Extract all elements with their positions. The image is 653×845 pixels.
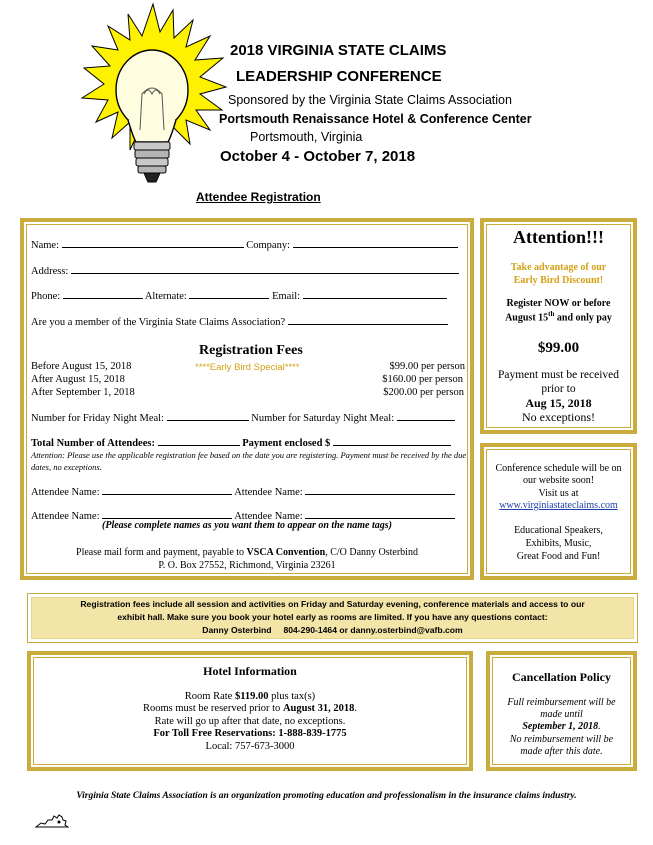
reserve-text: .	[354, 703, 358, 714]
lightbulb-icon	[78, 2, 228, 192]
payment-deadline-line-1: Payment must be received	[497, 369, 620, 381]
phone-field[interactable]	[63, 289, 143, 299]
cancellation-date	[486, 721, 637, 732]
early-bird-price: $99.00	[537, 340, 580, 356]
cancellation-deadline: September 1, 2018	[522, 721, 599, 732]
venue-line: Portsmouth Renaissance Hotel & Conference Center	[219, 112, 532, 126]
mail-instructions-line-1	[26, 547, 468, 558]
friday-meal-field[interactable]	[167, 411, 249, 421]
meal-row	[31, 411, 455, 424]
total-attendees-label: Total Number of Attendees:	[31, 438, 155, 449]
saturday-meal-field[interactable]	[397, 411, 455, 421]
address-label: Address:	[31, 266, 69, 277]
schedule-line-5: Exhibits, Music,	[525, 538, 592, 549]
member-question: Are you a member of the Virginia State Claims Association?	[31, 317, 286, 328]
register-date: August 15	[505, 312, 549, 324]
cancellation-title: Cancellation Policy	[512, 670, 611, 684]
fee-amount: $160.00 per person	[382, 374, 463, 385]
payment-deadline-line-2: prior to	[541, 383, 576, 395]
cancellation-line-4: made after this date.	[520, 746, 603, 757]
schedule-line-3: Visit us at	[538, 488, 579, 499]
hotel-rate	[27, 691, 473, 702]
fees-heading: Registration Fees	[199, 343, 303, 358]
reserve-text: Rooms must be reserved prior to	[142, 703, 283, 714]
company-label: Company:	[246, 240, 290, 251]
rate-text: Room Rate	[184, 691, 235, 702]
address-field[interactable]	[71, 264, 459, 274]
saturday-meal-label: Number for Saturday Night Meal:	[251, 413, 395, 424]
register-now-line-2	[480, 310, 637, 323]
payee-name: VSCA Convention	[246, 547, 326, 558]
register-text: and only pay	[554, 312, 612, 324]
phone-label: Phone:	[31, 291, 61, 302]
attendee-row-1	[31, 485, 455, 498]
website-link[interactable]: www.virginiastateclaims.com	[499, 500, 618, 511]
schedule-line-4: Educational Speakers,	[514, 525, 603, 536]
mail-text: Please mail form and payment, payable to	[76, 547, 247, 558]
complete-names-note: (Please complete names as you want them to appear on the name tags)	[102, 520, 392, 531]
hotel-rate-increase: Rate will go up after that date, no exceptions.	[154, 716, 346, 727]
banner-contact: Danny Osterbind 804-290-1464 or danny.osterbind@vafb.com	[202, 625, 463, 635]
payment-enclosed-field[interactable]	[333, 436, 451, 446]
attendee-label: Attendee Name:	[234, 487, 303, 498]
hotel-toll-free: For Toll Free Reservations: 1-888-839-1775	[153, 728, 347, 739]
fee-amount: $200.00 per person	[383, 387, 464, 398]
fee-amount: $99.00 per person	[389, 361, 465, 372]
schedule-line-1: Conference schedule will be on	[495, 463, 622, 474]
register-now-line-1: Register NOW or before	[506, 298, 611, 309]
schedule-line-2: our website soon!	[522, 475, 595, 486]
title-line-1: 2018 VIRGINIA STATE CLAIMS	[230, 42, 447, 59]
dates-line: October 4 - October 7, 2018	[220, 148, 416, 165]
friday-meal-label: Number for Friday Night Meal:	[31, 413, 164, 424]
no-exceptions: No exceptions!	[522, 410, 595, 424]
early-bird-promo-2: Early Bird Discount!	[513, 275, 604, 286]
early-bird-label: ****Early Bird Special****	[195, 362, 300, 373]
hotel-local-phone: Local: 757-673-3000	[205, 741, 295, 752]
attention-note: Attention: Please use the applicable registration fee based on the date you are registering. Payment must be received by the due dates, no exceptions.	[31, 450, 467, 472]
register-date-suffix: th	[548, 310, 555, 318]
fee-label: Before August 15, 2018	[31, 361, 132, 372]
cancellation-period: .	[598, 721, 601, 732]
cancellation-line-3: No reimbursement will be	[509, 734, 614, 745]
attendee-name-field[interactable]	[305, 509, 455, 519]
member-row	[31, 315, 448, 328]
reserve-date: August 31, 2018	[282, 703, 355, 714]
banner-line-2: exhibit hall. Make sure you book your hotel early as rooms are limited. If you have any questions contact:	[117, 612, 548, 622]
hotel-title: Hotel Information	[203, 664, 297, 678]
fee-label: After September 1, 2018	[31, 387, 135, 398]
hotel-reserve-by	[27, 703, 473, 714]
rate-text: plus tax(s)	[268, 691, 316, 702]
address-row	[31, 264, 459, 277]
attendee-label: Attendee Name:	[234, 511, 303, 522]
attendee-name-field[interactable]	[102, 509, 232, 519]
name-row	[31, 238, 458, 251]
email-label: Email:	[272, 291, 301, 302]
attendee-name-field[interactable]	[305, 485, 455, 495]
attendee-label: Attendee Name:	[31, 511, 100, 522]
cancellation-line-2: made until	[540, 709, 583, 720]
fee-row-2	[31, 374, 463, 385]
fee-row-3	[31, 387, 464, 398]
title-line-2: LEADERSHIP CONFERENCE	[236, 68, 442, 85]
alternate-label: Alternate:	[144, 291, 187, 302]
company-field[interactable]	[293, 238, 458, 248]
schedule-line-6: Great Food and Fun!	[516, 551, 601, 562]
mail-text: , C/O Danny Osterbind	[325, 547, 418, 558]
attendee-registration-heading: Attendee Registration	[196, 190, 321, 204]
city-line: Portsmouth, Virginia	[250, 130, 363, 144]
alternate-field[interactable]	[189, 289, 269, 299]
attendee-label: Attendee Name:	[31, 487, 100, 498]
name-label: Name:	[31, 240, 59, 251]
fee-label: After August 15, 2018	[31, 374, 125, 385]
name-field[interactable]	[62, 238, 244, 248]
sponsor-line: Sponsored by the Virginia State Claims Association	[228, 93, 512, 107]
attention-title: Attention!!!	[513, 227, 604, 247]
attendee-name-field[interactable]	[102, 485, 232, 495]
banner-line-1: Registration fees include all session and activities on Friday and Saturday evening, conference materials and access to our	[80, 599, 585, 609]
rate-amount: $119.00	[234, 691, 269, 702]
mail-instructions-line-2: P. O. Box 27552, Richmond, Virginia 23261	[158, 560, 336, 571]
footer-mission-statement: Virginia State Claims Association is an organization promoting education and professionalism in the insurance claims industry.	[76, 791, 577, 801]
member-field[interactable]	[288, 315, 448, 325]
phone-row	[31, 289, 447, 302]
cancellation-line-1: Full reimbursement will be	[507, 697, 616, 708]
total-attendees-field[interactable]	[158, 436, 240, 446]
fee-row-1	[31, 361, 465, 372]
email-field[interactable]	[303, 289, 447, 299]
total-row	[31, 436, 451, 449]
virginia-map-icon	[35, 813, 69, 829]
early-bird-promo-1: Take advantage of our	[510, 262, 607, 273]
payment-deadline-date: Aug 15, 2018	[525, 396, 592, 410]
payment-enclosed-label: Payment enclosed $	[242, 438, 331, 449]
